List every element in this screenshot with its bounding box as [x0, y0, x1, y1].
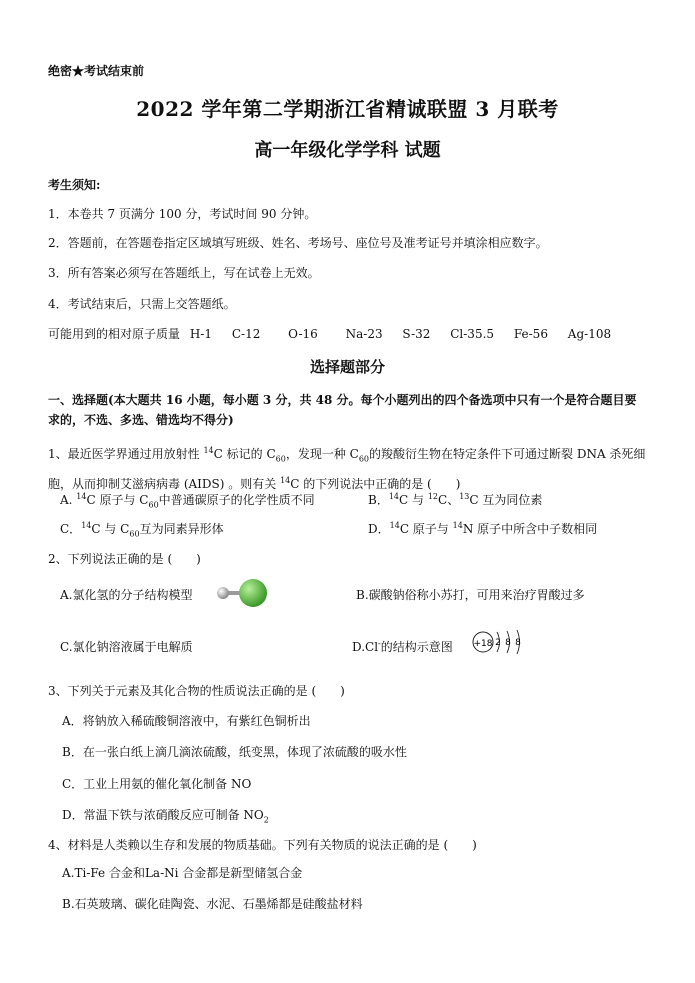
question-1-option-c: C．$^{14}$C 与 $C_{60}$互为同素异形体	[60, 521, 224, 539]
mass-fe: Fe-56	[513, 327, 548, 341]
question-3-option-b: B．在一张白纸上滴几滴浓硫酸，纸变黑，体现了浓硫酸的吸水性	[62, 745, 407, 759]
notice-item-4: 4．考试结束后，只需上交答题纸。	[48, 297, 236, 311]
mass-h: H-1	[189, 327, 212, 341]
shell-1-count: 2	[495, 638, 501, 648]
mass-o: O-16	[288, 327, 318, 341]
mass-na: Na-23	[345, 327, 383, 341]
section-title: 选择题部分	[309, 358, 385, 376]
mass-c: C-12	[231, 327, 261, 341]
hcl-molecule-model-icon	[214, 576, 270, 610]
question-2-option-a: A.氯化氢的分子结构模型	[60, 588, 193, 602]
atomic-masses-label: 可能用到的相对原子质量	[48, 327, 181, 341]
question-1-option-d: D．$^{14}$C 原子与 $^{14}$N 原子中所含中子数相同	[368, 521, 598, 536]
question-1-option-a: A. $^{14}$C 原子与 $C_{60}$中普通碳原子的化学性质不同	[60, 492, 315, 510]
mass-cl: Cl-35.5	[450, 327, 495, 341]
mass-ag: Ag-108	[567, 327, 612, 341]
notice-item-2: 2．答题前，在答题卷指定区域填写班级、姓名、考场号、座位号及准考证号并填涂相应数字。	[48, 236, 548, 250]
question-2-stem: 2、下列说法正确的是 ( )	[48, 552, 201, 566]
mass-s: S-32	[402, 327, 431, 341]
question-3-option-c: C．工业上用氨的催化氧化制备 NO	[62, 777, 252, 791]
question-1-stem: 1、最近医学界通过用放射性 $^{14}$C 标记的 $C_{60}$，发现一种 $C_{60}$的羧酸衍生物在特定条件下可通过断裂 DNA 杀死细胞，从而抑制艾滋病病毒 (AIDS) 。则有关 $^{14}$C 的下列说法中正确的是 ( )	[48, 446, 646, 492]
shell-2-count: 8	[505, 638, 511, 648]
cl-ion-structure-diagram-icon	[470, 627, 528, 657]
shell-3-count: 8	[515, 638, 521, 648]
question-2-option-c: C.氯化钠溶液属于电解质	[60, 640, 193, 654]
question-3-option-d: D．常温下铁与浓硝酸反应可制备 $NO_2$	[62, 808, 269, 825]
exam-title: 2022 学年第二学期浙江省精诚联盟 3 月联考	[136, 97, 559, 121]
confidential-label: 绝密★考试结束前	[48, 64, 145, 78]
question-3-option-a: A．将钠放入稀硫酸铜溶液中，有紫红色铜析出	[62, 714, 311, 728]
notice-item-3: 3．所有答案必须写在答题纸上，写在试卷上无效。	[48, 266, 320, 280]
question-3-stem: 3、下列关于元素及其化合物的性质说法正确的是 ( )	[48, 684, 345, 698]
question-2-option-d: D.Cl-的结构示意图	[352, 639, 453, 654]
question-4-stem: 4、材料是人类赖以生存和发展的物质基础。下列有关物质的说法正确的是 ( )	[48, 838, 477, 852]
exam-subtitle: 高一年级化学学科 试题	[254, 140, 441, 161]
question-4-option-a: A.Ti-Fe 合金和La-Ni 合金都是新型储氢合金	[62, 866, 303, 880]
notice-item-1: 1．本卷共 7 页满分 100 分，考试时间 90 分钟。	[48, 207, 317, 221]
question-1-option-b: B．$^{14}$C 与 $^{12}$C、$^{13}$C 互为同位素	[368, 492, 543, 507]
section-instructions: 一、选择题(本大题共 16 小题，每小题 3 分，共 48 分。每个小题列出的四个备选项中只有一个是符合题目要求的，不选、多选、错选均不得分)	[48, 393, 637, 427]
question-2-option-b: B.碳酸钠俗称小苏打，可用来治疗胃酸过多	[356, 588, 585, 602]
notice-heading: 考生须知:	[48, 178, 101, 192]
question-4-option-b: B.石英玻璃、碳化硅陶瓷、水泥、石墨烯都是硅酸盐材料	[62, 897, 363, 911]
nucleus-charge: +18	[473, 639, 493, 649]
atomic-masses	[48, 325, 627, 342]
